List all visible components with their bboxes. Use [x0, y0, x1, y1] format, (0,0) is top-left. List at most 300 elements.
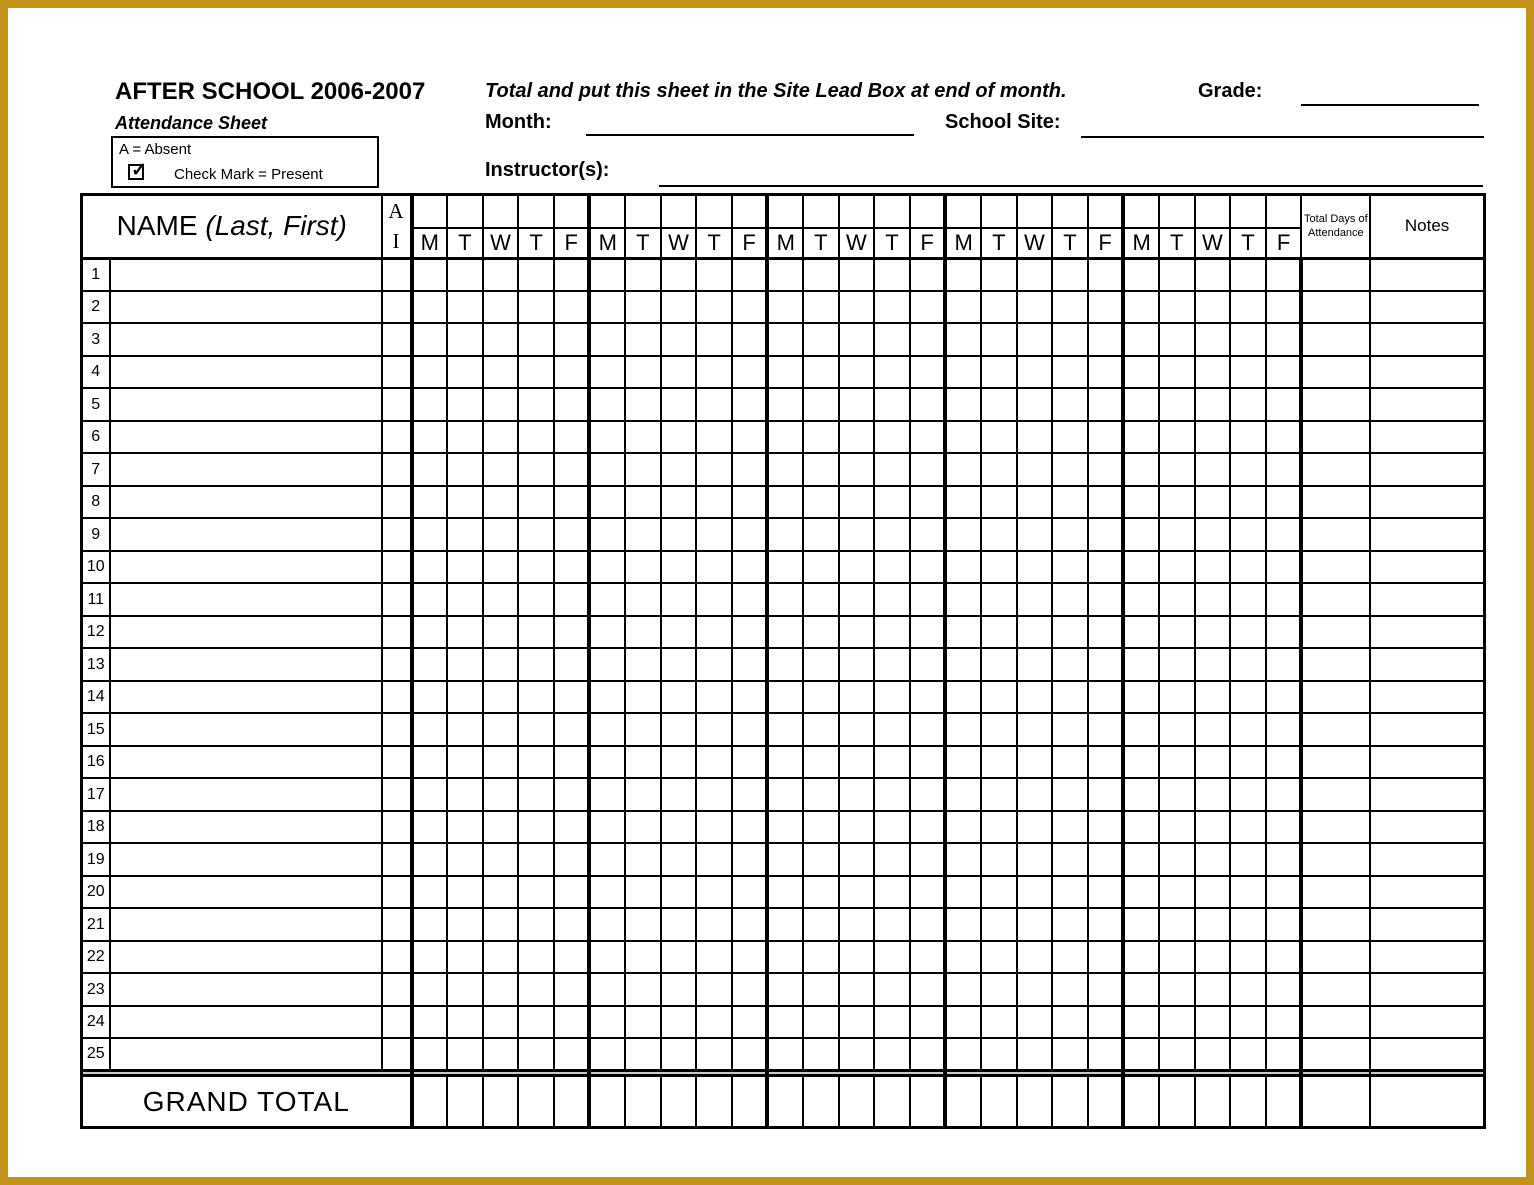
- attendance-day-cell: [696, 421, 732, 454]
- total-days-cell: [1301, 388, 1370, 421]
- attendance-day-cell: [625, 1006, 661, 1039]
- student-row: [82, 486, 1485, 519]
- attendance-day-cell: [1230, 486, 1266, 519]
- total-days-cell: [1301, 778, 1370, 811]
- attendance-day-cell: [945, 453, 981, 486]
- day-letter-header: W: [839, 228, 875, 259]
- attendance-day-cell: [910, 713, 946, 746]
- attendance-day-cell: [732, 551, 768, 584]
- attendance-day-cell: [945, 1038, 981, 1071]
- day-letter-header: M: [412, 228, 448, 259]
- date-cell: [1159, 195, 1195, 228]
- student-row: [82, 388, 1485, 421]
- attendance-day-cell: [554, 876, 590, 909]
- attendance-day-cell: [696, 518, 732, 551]
- attendance-day-cell: [1017, 778, 1053, 811]
- attendance-day-cell: [981, 583, 1017, 616]
- attendance-day-cell: [661, 811, 697, 844]
- attendance-day-cell: [661, 973, 697, 1006]
- attendance-day-cell: [1017, 713, 1053, 746]
- attendance-day-cell: [447, 811, 483, 844]
- day-letter-header: T: [981, 228, 1017, 259]
- attendance-day-cell: [839, 746, 875, 779]
- grand-total-label: GRAND TOTAL: [82, 1076, 412, 1128]
- attendance-day-cell: [1088, 291, 1124, 324]
- date-cell: [483, 195, 519, 228]
- grand-total-day-cell: [803, 1076, 839, 1128]
- attendance-day-cell: [1230, 421, 1266, 454]
- attendance-day-cell: [1123, 258, 1159, 291]
- attendance-day-cell: [1195, 583, 1231, 616]
- attendance-day-cell: [412, 648, 448, 681]
- attendance-day-cell: [1123, 908, 1159, 941]
- attendance-day-cell: [839, 973, 875, 1006]
- attendance-day-cell: [483, 453, 519, 486]
- attendance-day-cell: [1052, 1006, 1088, 1039]
- attendance-day-cell: [1123, 811, 1159, 844]
- attendance-day-cell: [1088, 258, 1124, 291]
- total-days-cell: [1301, 583, 1370, 616]
- attendance-day-cell: [767, 616, 803, 649]
- attendance-day-cell: [910, 323, 946, 356]
- attendance-day-cell: [1195, 746, 1231, 779]
- attendance-day-cell: [839, 421, 875, 454]
- attendance-day-cell: [661, 616, 697, 649]
- attendance-day-cell: [589, 908, 625, 941]
- attendance-day-cell: [839, 876, 875, 909]
- total-days-cell: [1301, 518, 1370, 551]
- attendance-day-cell: [1088, 843, 1124, 876]
- attendance-day-cell: [839, 518, 875, 551]
- instructors-label: Instructor(s):: [485, 159, 610, 181]
- attendance-day-cell: [1052, 583, 1088, 616]
- attendance-day-cell: [589, 1006, 625, 1039]
- attendance-day-cell: [767, 258, 803, 291]
- attendance-day-cell: [447, 681, 483, 714]
- attendance-day-cell: [767, 421, 803, 454]
- attendance-day-cell: [732, 1038, 768, 1071]
- attendance-day-cell: [1266, 583, 1302, 616]
- attendance-day-cell: [732, 258, 768, 291]
- total-days-cell: [1301, 486, 1370, 519]
- attendance-day-cell: [412, 486, 448, 519]
- notes-cell: [1370, 941, 1484, 974]
- attendance-day-cell: [1230, 388, 1266, 421]
- attendance-day-cell: [589, 258, 625, 291]
- attendance-day-cell: [1017, 1006, 1053, 1039]
- attendance-day-cell: [1017, 876, 1053, 909]
- attendance-day-cell: [767, 778, 803, 811]
- attendance-day-cell: [518, 778, 554, 811]
- notes-cell: [1370, 453, 1484, 486]
- attendance-day-cell: [661, 746, 697, 779]
- attendance-day-cell: [518, 486, 554, 519]
- attendance-day-cell: [803, 1038, 839, 1071]
- attendance-day-cell: [1159, 421, 1195, 454]
- row-number-cell: 8: [82, 486, 110, 519]
- date-cell: [625, 195, 661, 228]
- attendance-day-cell: [1159, 778, 1195, 811]
- attendance-day-cell: [1159, 388, 1195, 421]
- student-name-cell: [110, 908, 382, 941]
- attendance-day-cell: [1195, 681, 1231, 714]
- attendance-day-cell: [1159, 811, 1195, 844]
- attendance-day-cell: [661, 453, 697, 486]
- attendance-day-cell: [945, 616, 981, 649]
- attendance-day-cell: [1159, 746, 1195, 779]
- attendance-day-cell: [661, 681, 697, 714]
- total-days-column-header: Total Days of Attendance: [1301, 195, 1370, 259]
- attendance-day-cell: [874, 973, 910, 1006]
- row-number-cell: 3: [82, 323, 110, 356]
- attendance-day-cell: [1195, 1006, 1231, 1039]
- attendance-day-cell: [1123, 681, 1159, 714]
- attendance-day-cell: [483, 746, 519, 779]
- attendance-day-cell: [625, 973, 661, 1006]
- attendance-day-cell: [803, 876, 839, 909]
- student-name-cell: [110, 713, 382, 746]
- month-label: Month:: [485, 111, 552, 133]
- attendance-day-cell: [910, 356, 946, 389]
- date-cell: [661, 195, 697, 228]
- attendance-day-cell: [447, 648, 483, 681]
- absent-indicator-cell: [382, 941, 412, 974]
- attendance-day-cell: [625, 746, 661, 779]
- attendance-day-cell: [767, 323, 803, 356]
- attendance-day-cell: [1266, 388, 1302, 421]
- attendance-day-cell: [412, 1006, 448, 1039]
- attendance-day-cell: [874, 908, 910, 941]
- attendance-day-cell: [732, 616, 768, 649]
- attendance-day-cell: [874, 258, 910, 291]
- grand-total-day-cell: [661, 1076, 697, 1128]
- attendance-day-cell: [910, 421, 946, 454]
- attendance-day-cell: [412, 616, 448, 649]
- attendance-day-cell: [589, 713, 625, 746]
- attendance-day-cell: [1017, 648, 1053, 681]
- attendance-day-cell: [412, 973, 448, 1006]
- attendance-day-cell: [412, 778, 448, 811]
- attendance-day-cell: [589, 1038, 625, 1071]
- attendance-day-cell: [483, 973, 519, 1006]
- attendance-day-cell: [554, 681, 590, 714]
- page-title: AFTER SCHOOL 2006-2007: [115, 78, 426, 105]
- student-name-cell: [110, 941, 382, 974]
- day-letter-header: F: [554, 228, 590, 259]
- student-name-cell: [110, 258, 382, 291]
- attendance-day-cell: [1052, 941, 1088, 974]
- grand-total-day-cell: [874, 1076, 910, 1128]
- attendance-day-cell: [554, 421, 590, 454]
- student-name-cell: [110, 453, 382, 486]
- student-name-cell: [110, 616, 382, 649]
- absent-indicator-cell: [382, 973, 412, 1006]
- absent-indicator-cell: [382, 551, 412, 584]
- attendance-day-cell: [412, 323, 448, 356]
- attendance-day-cell: [661, 323, 697, 356]
- attendance-day-cell: [1123, 518, 1159, 551]
- row-number-cell: 11: [82, 583, 110, 616]
- attendance-day-cell: [483, 811, 519, 844]
- attendance-day-cell: [483, 876, 519, 909]
- attendance-day-cell: [412, 421, 448, 454]
- attendance-day-cell: [483, 323, 519, 356]
- attendance-day-cell: [1052, 811, 1088, 844]
- total-days-cell: [1301, 616, 1370, 649]
- attendance-day-cell: [589, 453, 625, 486]
- attendance-day-cell: [1195, 811, 1231, 844]
- attendance-day-cell: [1195, 551, 1231, 584]
- attendance-day-cell: [1017, 616, 1053, 649]
- attendance-day-cell: [483, 713, 519, 746]
- attendance-day-cell: [1195, 291, 1231, 324]
- attendance-day-cell: [1159, 876, 1195, 909]
- attendance-day-cell: [554, 908, 590, 941]
- attendance-day-cell: [910, 648, 946, 681]
- attendance-day-cell: [447, 908, 483, 941]
- attendance-day-cell: [412, 583, 448, 616]
- attendance-day-cell: [910, 616, 946, 649]
- attendance-day-cell: [1195, 323, 1231, 356]
- attendance-day-cell: [732, 1006, 768, 1039]
- attendance-day-cell: [589, 973, 625, 1006]
- grade-label: Grade:: [1198, 80, 1263, 102]
- student-row: [82, 1038, 1485, 1071]
- attendance-day-cell: [732, 778, 768, 811]
- attendance-day-cell: [874, 746, 910, 779]
- attendance-day-cell: [1230, 746, 1266, 779]
- grand-total-day-cell: [483, 1076, 519, 1128]
- attendance-day-cell: [1052, 746, 1088, 779]
- attendance-day-cell: [1195, 453, 1231, 486]
- attendance-day-cell: [1195, 421, 1231, 454]
- absent-indicator-cell: [382, 908, 412, 941]
- attendance-day-cell: [981, 1006, 1017, 1039]
- attendance-day-cell: [696, 453, 732, 486]
- attendance-day-cell: [554, 616, 590, 649]
- attendance-day-cell: [625, 681, 661, 714]
- attendance-day-cell: [803, 681, 839, 714]
- name-header-hint: (Last, First): [205, 210, 347, 242]
- attendance-day-cell: [732, 648, 768, 681]
- attendance-day-cell: [1230, 811, 1266, 844]
- attendance-day-cell: [767, 648, 803, 681]
- attendance-day-cell: [589, 648, 625, 681]
- attendance-day-cell: [803, 941, 839, 974]
- attendance-day-cell: [589, 681, 625, 714]
- row-number-cell: 21: [82, 908, 110, 941]
- attendance-day-cell: [945, 746, 981, 779]
- attendance-day-cell: [1088, 323, 1124, 356]
- row-number-cell: 5: [82, 388, 110, 421]
- attendance-day-cell: [732, 876, 768, 909]
- attendance-day-cell: [803, 908, 839, 941]
- attendance-day-cell: [447, 843, 483, 876]
- attendance-day-cell: [1052, 388, 1088, 421]
- attendance-day-cell: [1266, 778, 1302, 811]
- grand-total-day-cell: [625, 1076, 661, 1128]
- attendance-day-cell: [1052, 681, 1088, 714]
- instruction-text: Total and put this sheet in the Site Lead Box at end of month.: [485, 80, 1067, 102]
- row-number-cell: 20: [82, 876, 110, 909]
- attendance-day-cell: [518, 421, 554, 454]
- attendance-day-cell: [447, 453, 483, 486]
- date-cell: [767, 195, 803, 228]
- grand-total-day-cell: [447, 1076, 483, 1128]
- attendance-day-cell: [625, 713, 661, 746]
- attendance-day-cell: [839, 323, 875, 356]
- attendance-day-cell: [483, 941, 519, 974]
- attendance-day-cell: [1230, 551, 1266, 584]
- attendance-day-cell: [1088, 713, 1124, 746]
- legend-present-text: Check Mark = Present: [174, 166, 323, 183]
- attendance-day-cell: [696, 1006, 732, 1039]
- attendance-day-cell: [1159, 941, 1195, 974]
- attendance-day-cell: [874, 1006, 910, 1039]
- attendance-day-cell: [945, 843, 981, 876]
- attendance-day-cell: [839, 713, 875, 746]
- grand-total-day-cell: [554, 1076, 590, 1128]
- total-days-cell: [1301, 551, 1370, 584]
- attendance-day-cell: [732, 746, 768, 779]
- attendance-day-cell: [554, 486, 590, 519]
- attendance-day-cell: [803, 583, 839, 616]
- day-letter-header: M: [1123, 228, 1159, 259]
- attendance-day-cell: [1230, 1006, 1266, 1039]
- attendance-day-cell: [483, 843, 519, 876]
- attendance-day-cell: [732, 941, 768, 974]
- attendance-day-cell: [447, 1038, 483, 1071]
- attendance-day-cell: [1230, 713, 1266, 746]
- row-number-cell: 24: [82, 1006, 110, 1039]
- attendance-table: [80, 193, 1486, 1129]
- attendance-day-cell: [1123, 941, 1159, 974]
- attendance-day-cell: [554, 648, 590, 681]
- date-cell: [589, 195, 625, 228]
- day-letter-header: W: [661, 228, 697, 259]
- attendance-day-cell: [412, 843, 448, 876]
- notes-cell: [1370, 746, 1484, 779]
- total-days-cell: [1301, 1038, 1370, 1071]
- attendance-day-cell: [1266, 258, 1302, 291]
- attendance-day-cell: [518, 811, 554, 844]
- attendance-day-cell: [1159, 1038, 1195, 1071]
- attendance-day-cell: [518, 453, 554, 486]
- student-name-cell: [110, 1006, 382, 1039]
- attendance-day-cell: [910, 518, 946, 551]
- attendance-day-cell: [447, 876, 483, 909]
- attendance-day-cell: [910, 778, 946, 811]
- name-column-header: [82, 195, 382, 259]
- attendance-day-cell: [625, 518, 661, 551]
- notes-cell: [1370, 291, 1484, 324]
- attendance-day-cell: [554, 778, 590, 811]
- attendance-day-cell: [1230, 291, 1266, 324]
- grand-total-day-cell: [981, 1076, 1017, 1128]
- attendance-day-cell: [1088, 421, 1124, 454]
- attendance-day-cell: [767, 843, 803, 876]
- attendance-day-cell: [874, 681, 910, 714]
- attendance-day-cell: [1017, 518, 1053, 551]
- attendance-day-cell: [981, 291, 1017, 324]
- row-number-cell: 25: [82, 1038, 110, 1071]
- attendance-day-cell: [1052, 291, 1088, 324]
- attendance-day-cell: [945, 486, 981, 519]
- day-letter-header: F: [732, 228, 768, 259]
- row-number-cell: 22: [82, 941, 110, 974]
- absent-indicator-cell: [382, 746, 412, 779]
- month-fill-line: [586, 134, 914, 136]
- attendance-day-cell: [554, 973, 590, 1006]
- attendance-day-cell: [803, 356, 839, 389]
- attendance-day-cell: [945, 518, 981, 551]
- attendance-day-cell: [1123, 876, 1159, 909]
- attendance-day-cell: [483, 1006, 519, 1039]
- attendance-day-cell: [945, 388, 981, 421]
- attendance-day-cell: [1017, 1038, 1053, 1071]
- day-letter-header: T: [518, 228, 554, 259]
- attendance-day-cell: [554, 291, 590, 324]
- attendance-day-cell: [518, 551, 554, 584]
- attendance-day-cell: [910, 681, 946, 714]
- date-cell: [554, 195, 590, 228]
- attendance-day-cell: [518, 583, 554, 616]
- attendance-day-cell: [447, 941, 483, 974]
- attendance-day-cell: [1159, 486, 1195, 519]
- grand-total-day-cell: [910, 1076, 946, 1128]
- absent-indicator-cell: [382, 1038, 412, 1071]
- attendance-day-cell: [1052, 876, 1088, 909]
- attendance-day-cell: [767, 1038, 803, 1071]
- attendance-day-cell: [661, 876, 697, 909]
- attendance-day-cell: [981, 746, 1017, 779]
- notes-cell: [1370, 258, 1484, 291]
- student-name-cell: [110, 421, 382, 454]
- attendance-day-cell: [1159, 616, 1195, 649]
- day-letter-header: F: [1266, 228, 1302, 259]
- row-number-cell: 2: [82, 291, 110, 324]
- attendance-day-cell: [839, 583, 875, 616]
- attendance-day-cell: [874, 453, 910, 486]
- attendance-day-cell: [767, 291, 803, 324]
- attendance-day-cell: [839, 811, 875, 844]
- attendance-day-cell: [1159, 681, 1195, 714]
- attendance-day-cell: [1159, 713, 1195, 746]
- attendance-day-cell: [1123, 421, 1159, 454]
- day-letter-header: W: [1017, 228, 1053, 259]
- attendance-day-cell: [661, 908, 697, 941]
- attendance-day-cell: [447, 1006, 483, 1039]
- total-days-cell: [1301, 746, 1370, 779]
- attendance-day-cell: [412, 551, 448, 584]
- attendance-day-cell: [945, 941, 981, 974]
- attendance-day-cell: [554, 843, 590, 876]
- attendance-day-cell: [412, 908, 448, 941]
- notes-cell: [1370, 356, 1484, 389]
- page-subtitle: Attendance Sheet: [115, 113, 268, 133]
- date-cell: [874, 195, 910, 228]
- attendance-day-cell: [803, 843, 839, 876]
- attendance-day-cell: [1052, 421, 1088, 454]
- attendance-day-cell: [518, 648, 554, 681]
- attendance-day-cell: [554, 388, 590, 421]
- attendance-day-cell: [1017, 583, 1053, 616]
- attendance-day-cell: [1266, 551, 1302, 584]
- attendance-day-cell: [910, 388, 946, 421]
- row-number-cell: 13: [82, 648, 110, 681]
- absent-indicator-cell: [382, 356, 412, 389]
- attendance-day-cell: [661, 551, 697, 584]
